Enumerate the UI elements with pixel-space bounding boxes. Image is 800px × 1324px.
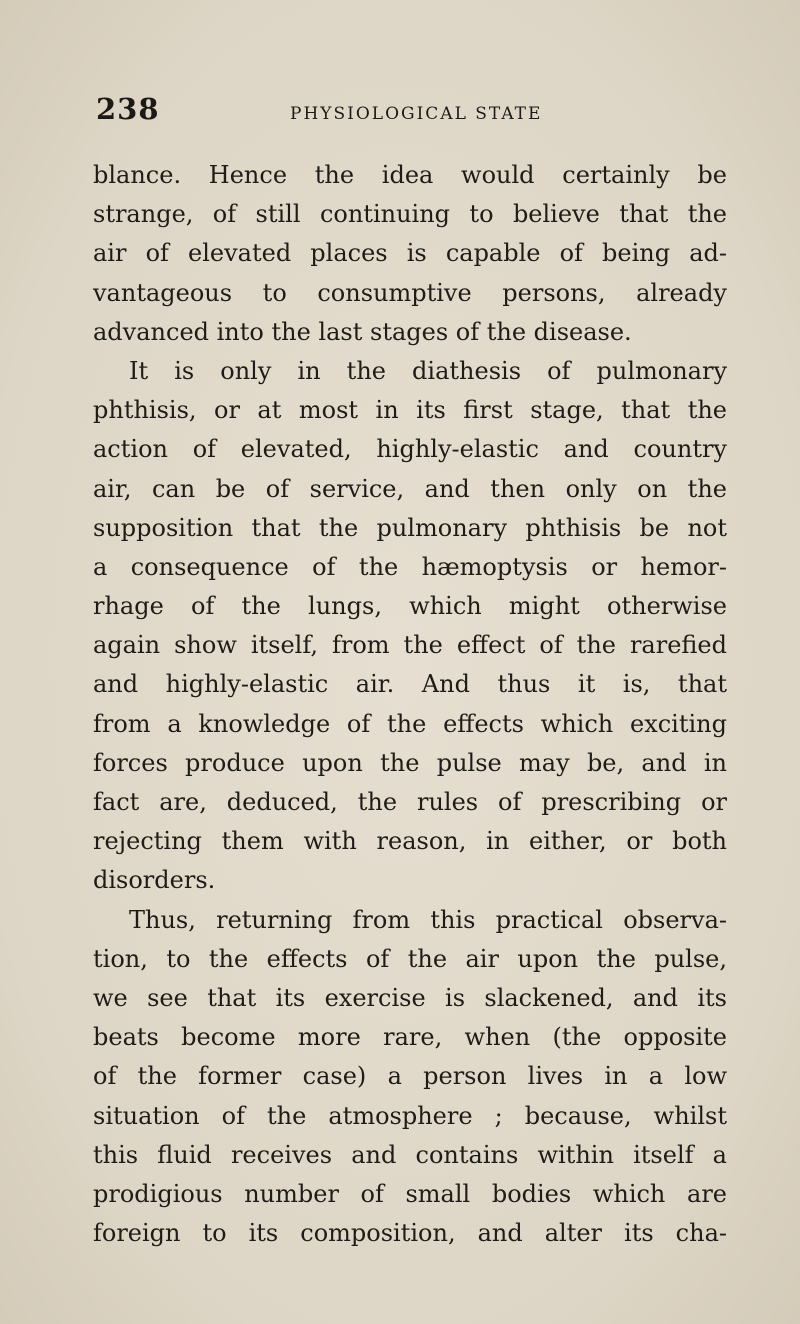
body-text — [93, 156, 727, 1253]
text-line: strange, of still continuing to believe that the — [93, 200, 727, 229]
text-line: of the former case) a person lives in a low — [93, 1062, 727, 1091]
text-line: advanced into the last stages of the disease. — [93, 317, 632, 346]
text-line: a consequence of the hæmoptysis or hemor- — [93, 552, 727, 581]
text-line: air, can be of service, and then only on the — [93, 474, 727, 503]
text-line: this fluid receives and contains within itself a — [93, 1140, 727, 1169]
text-line: Thus, returning from this practical observa- — [129, 905, 727, 934]
text-line: we see that its exercise is slackened, and its — [93, 983, 727, 1012]
text-line: disorders. — [93, 866, 216, 895]
text-line: beats become more rare, when (the opposite — [93, 1023, 727, 1052]
page-header — [96, 92, 736, 132]
page-number: 238 — [96, 92, 160, 126]
text-line: rhage of the lungs, which might otherwise — [93, 592, 727, 621]
text-line: vantageous to consumptive persons, already — [93, 278, 727, 307]
text-line: forces produce upon the pulse may be, and in — [93, 748, 727, 777]
text-line: supposition that the pulmonary phthisis be not — [93, 513, 727, 542]
text-line: tion, to the effects of the air upon the pulse, — [93, 944, 727, 973]
text-line: situation of the atmosphere ; because, whilst — [93, 1101, 727, 1130]
text-line: prodigious number of small bodies which are — [93, 1179, 727, 1208]
text-line: phthisis, or at most in its first stage, that the — [93, 396, 727, 425]
text-line: and highly-elastic air. And thus it is, that — [93, 670, 727, 699]
running-head: PHYSIOLOGICAL STATE — [290, 104, 543, 124]
text-line: action of elevated, highly-elastic and country — [93, 435, 727, 464]
text-line: It is only in the diathesis of pulmonary — [129, 356, 727, 385]
text-line: air of elevated places is capable of being ad- — [93, 239, 727, 268]
text-line: fact are, deduced, the rules of prescribing or — [93, 788, 727, 816]
text-line: foreign to its composition, and alter its cha- — [93, 1219, 727, 1248]
text-line: blance. Hence the idea would certainly be — [93, 161, 727, 189]
text-line: rejecting them with reason, in either, or both — [93, 827, 727, 856]
text-line: from a knowledge of the effects which exciting — [93, 709, 727, 738]
text-line: again show itself, from the effect of the rarefied — [93, 631, 727, 660]
